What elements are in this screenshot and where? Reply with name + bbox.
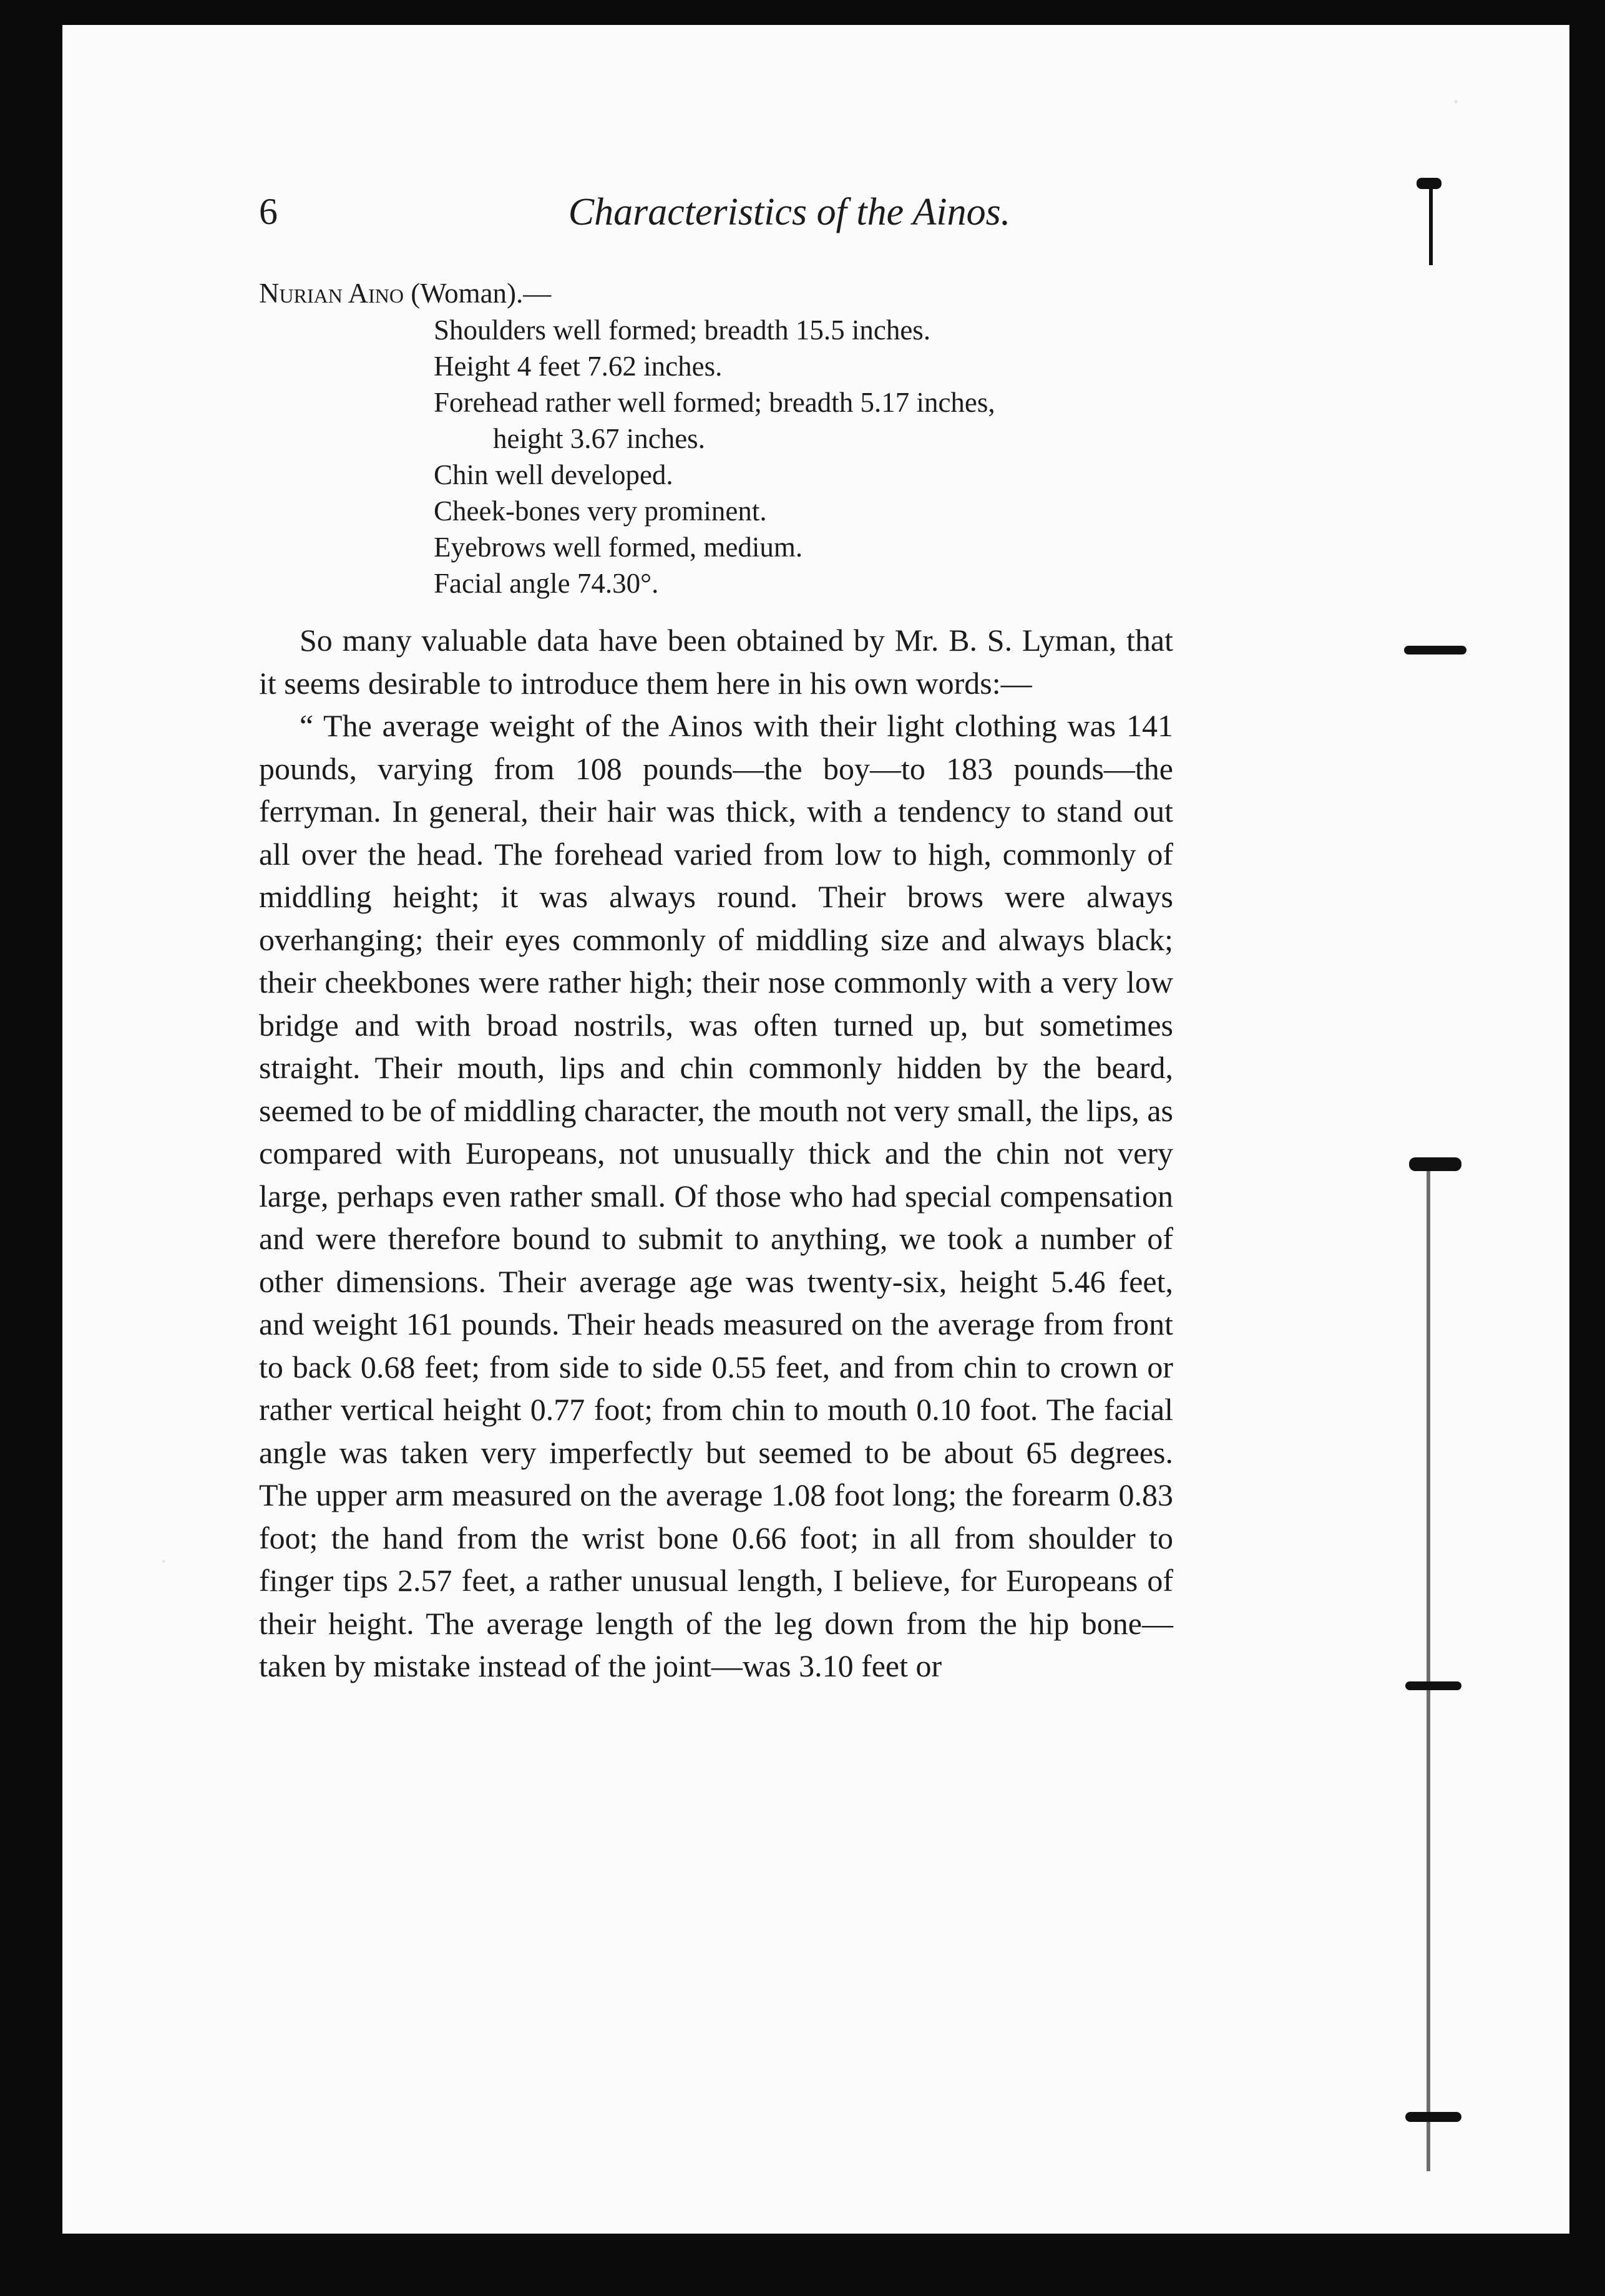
measurement-item: Eyebrows well formed, medium. (434, 532, 803, 563)
measurement-item: Chin well developed. (434, 459, 673, 490)
scan-speck (162, 1560, 165, 1563)
measurement-list (259, 312, 1173, 601)
entry-heading-name: Nurian Aino (259, 278, 404, 309)
scan-artifact-mark (1427, 1160, 1430, 2171)
measurement-item: Cheek-bones very prominent. (434, 495, 767, 527)
scan-artifact-mark (1405, 1681, 1461, 1690)
page-number: 6 (259, 191, 278, 232)
body-paragraph: “ The average weight of the Ainos with their light clothing was 141 pounds, varying from 108 pounds—the boy—to 183 pounds—the ferryman. In general, their hair was thick, with a tendency to stand out all over the head. The forehead varied from low to high, commonly of middling height; it was always round. Their brows were always overhanging; their eyes commonly of middling size and always black; their cheekbones were rather high; their nose commonly with a very low bridge and with broad nostrils, was often turned up, but sometimes straight. Their mouth, lips and chin commonly hidden by the beard, seemed to be of middling character, the mouth not very small, the lips, as compared with Europeans, not unusually thick and the chin not very large, perhaps even rather small. Of those who had special compensation and were therefore bound to submit to anything, we took a number of other dimensions. Their average age was twenty-six, height 5.46 feet, and weight 161 pounds. Their heads measured on the average from front to back 0.68 feet; from side to side 0.55 feet, and from chin to crown or rather vertical height 0.77 foot; from chin to mouth 0.10 foot. The facial angle was taken very imperfectly but seemed to be about 65 degrees. The upper arm measured on the average 1.08 foot long; the forearm 0.83 foot; the hand from the wrist bone 0.66 foot; in all from shoulder to finger tips 2.57 feet, a rather unusual length, I believe, for Europeans of their height. The average length of the leg down from the hip bone—taken by mistake instead of the joint—was 3.10 feet or (259, 708, 1173, 1683)
scan-artifact-mark (1405, 2112, 1461, 2122)
scan-artifact-mark (1429, 184, 1433, 265)
scan-speck (1454, 100, 1458, 104)
measurement-item: Facial angle 74.30°. (434, 568, 659, 599)
scan-artifact-mark (1404, 646, 1466, 654)
page-body (259, 275, 1173, 1688)
measurement-item: height 3.67 inches. (493, 423, 705, 454)
measurement-item: Forehead rather well formed; breadth 5.17 inches, (434, 387, 995, 418)
body-paragraph: So many valuable data have been obtained by Mr. B. S. Lyman, that it seems desirable to introduce them here in his own words:— (259, 623, 1173, 701)
page-header (259, 190, 1320, 246)
measurement-item: Shoulders well formed; breadth 15.5 inches. (434, 314, 931, 346)
measurement-item: Height 4 feet 7.62 inches. (434, 351, 723, 382)
entry-heading (259, 275, 1173, 312)
running-title: Characteristics of the Ainos. (568, 191, 1011, 233)
scan-artifact-mark (1409, 1157, 1461, 1171)
entry-heading-suffix: (Woman).— (411, 278, 552, 309)
